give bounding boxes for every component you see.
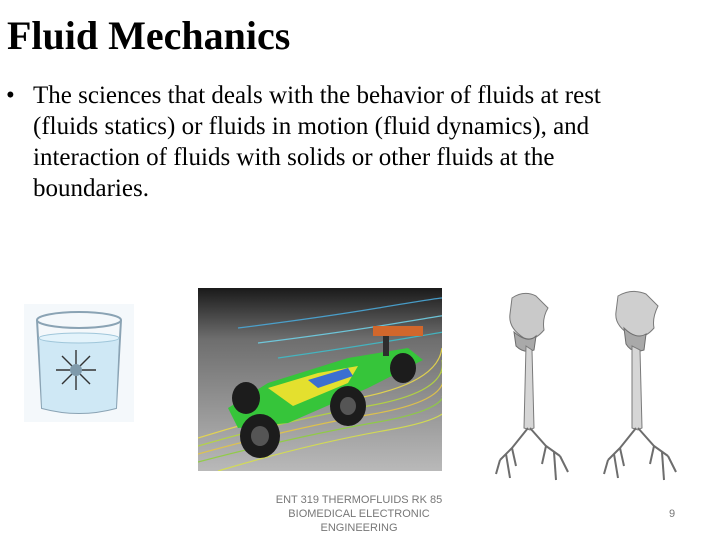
- page-number: 9: [668, 508, 676, 520]
- bullet-marker: •: [6, 82, 15, 109]
- footer-line: ENT 319 THERMOFLUIDS RK 85: [275, 494, 443, 506]
- human-airway-model-icon: [602, 288, 702, 490]
- bullet-item: [6, 80, 646, 204]
- slide-title: Fluid Mechanics: [7, 13, 291, 58]
- bullet-text: The sciences that deals with the behavior of fluids at rest (fluids statics) or fluids in motion (fluid dynamics), and interaction of fluids with solids or other fluids at the boundaries.: [33, 82, 601, 202]
- footer-line: ENGINEERING: [320, 522, 398, 534]
- human-airway-model-icon: [494, 288, 594, 490]
- footer-line: BIOMEDICAL ELECTRONIC: [288, 508, 430, 520]
- race-car-cfd-streamlines-icon: [198, 288, 442, 471]
- beaker-with-pressure-arrows-icon: [24, 304, 134, 422]
- slide-footer: [252, 493, 466, 535]
